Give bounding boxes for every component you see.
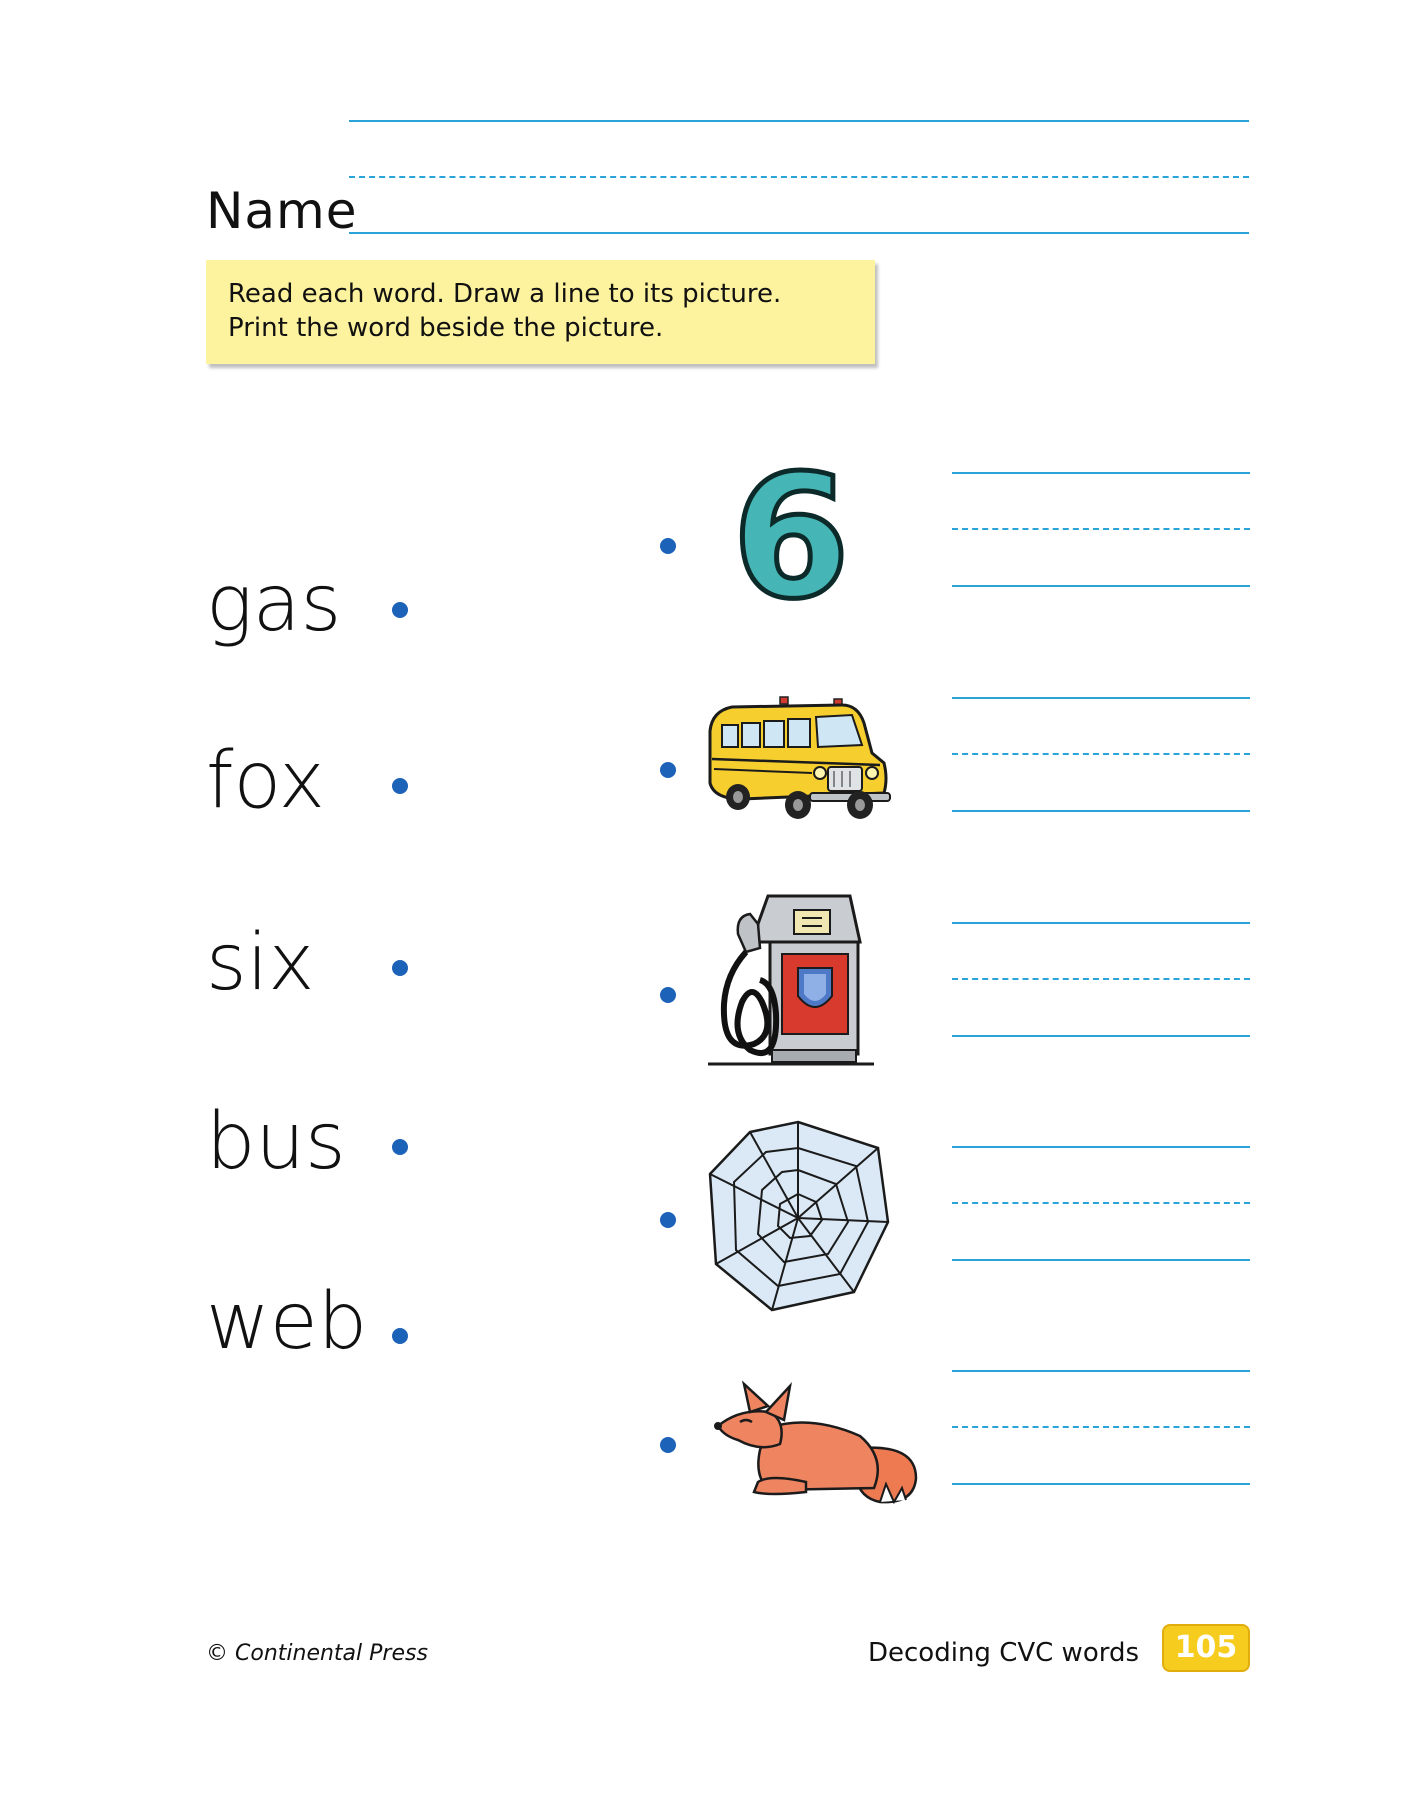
word-six: six — [206, 918, 315, 1008]
name-label: Name — [206, 182, 358, 240]
answer-3-mid — [952, 978, 1250, 980]
school-bus-icon — [702, 693, 892, 821]
picture-dot-fox[interactable] — [660, 1437, 676, 1453]
instructions-line-2: Print the word beside the picture. — [228, 313, 664, 343]
answer-5-base — [952, 1483, 1250, 1485]
topic-text: Decoding CVC words — [868, 1638, 1140, 1668]
word-web: web — [206, 1277, 368, 1367]
copyright-text: © Continental Press — [206, 1641, 428, 1666]
answer-2-mid — [952, 753, 1250, 755]
picture-dot-six[interactable] — [660, 538, 676, 554]
number-six-glyph: 6 — [731, 458, 851, 604]
answer-5-mid — [952, 1426, 1250, 1428]
instructions-box — [206, 260, 875, 364]
number-six-icon — [726, 458, 856, 604]
word-dot-fox[interactable] — [392, 778, 408, 794]
picture-dot-gas[interactable] — [660, 987, 676, 1003]
answer-1-base — [952, 585, 1250, 587]
answer-3-base — [952, 1035, 1250, 1037]
fox-icon — [710, 1378, 924, 1506]
picture-dot-web[interactable] — [660, 1212, 676, 1228]
word-fox: fox — [206, 736, 325, 826]
word-dot-bus[interactable] — [392, 1139, 408, 1155]
name-guide-mid — [349, 176, 1249, 178]
word-bus: bus — [206, 1097, 346, 1187]
name-guide-base[interactable] — [349, 232, 1249, 234]
answer-5-top — [952, 1370, 1250, 1372]
word-dot-gas[interactable] — [392, 602, 408, 618]
spider-web-icon — [702, 1114, 894, 1314]
word-dot-six[interactable] — [392, 960, 408, 976]
answer-1-top — [952, 472, 1250, 474]
gas-pump-icon — [706, 894, 876, 1068]
answer-3-top — [952, 922, 1250, 924]
instructions-line-1: Read each word. Draw a line to its picture. — [228, 279, 782, 309]
answer-4-base — [952, 1259, 1250, 1261]
word-gas: gas — [206, 559, 342, 649]
answer-2-base — [952, 810, 1250, 812]
answer-1-mid — [952, 528, 1250, 530]
page-number-badge: 105 — [1162, 1624, 1250, 1672]
picture-dot-bus[interactable] — [660, 762, 676, 778]
answer-2-top — [952, 697, 1250, 699]
answer-4-top — [952, 1146, 1250, 1148]
answer-4-mid — [952, 1202, 1250, 1204]
word-dot-web[interactable] — [392, 1328, 408, 1344]
name-guide-top — [349, 120, 1249, 122]
